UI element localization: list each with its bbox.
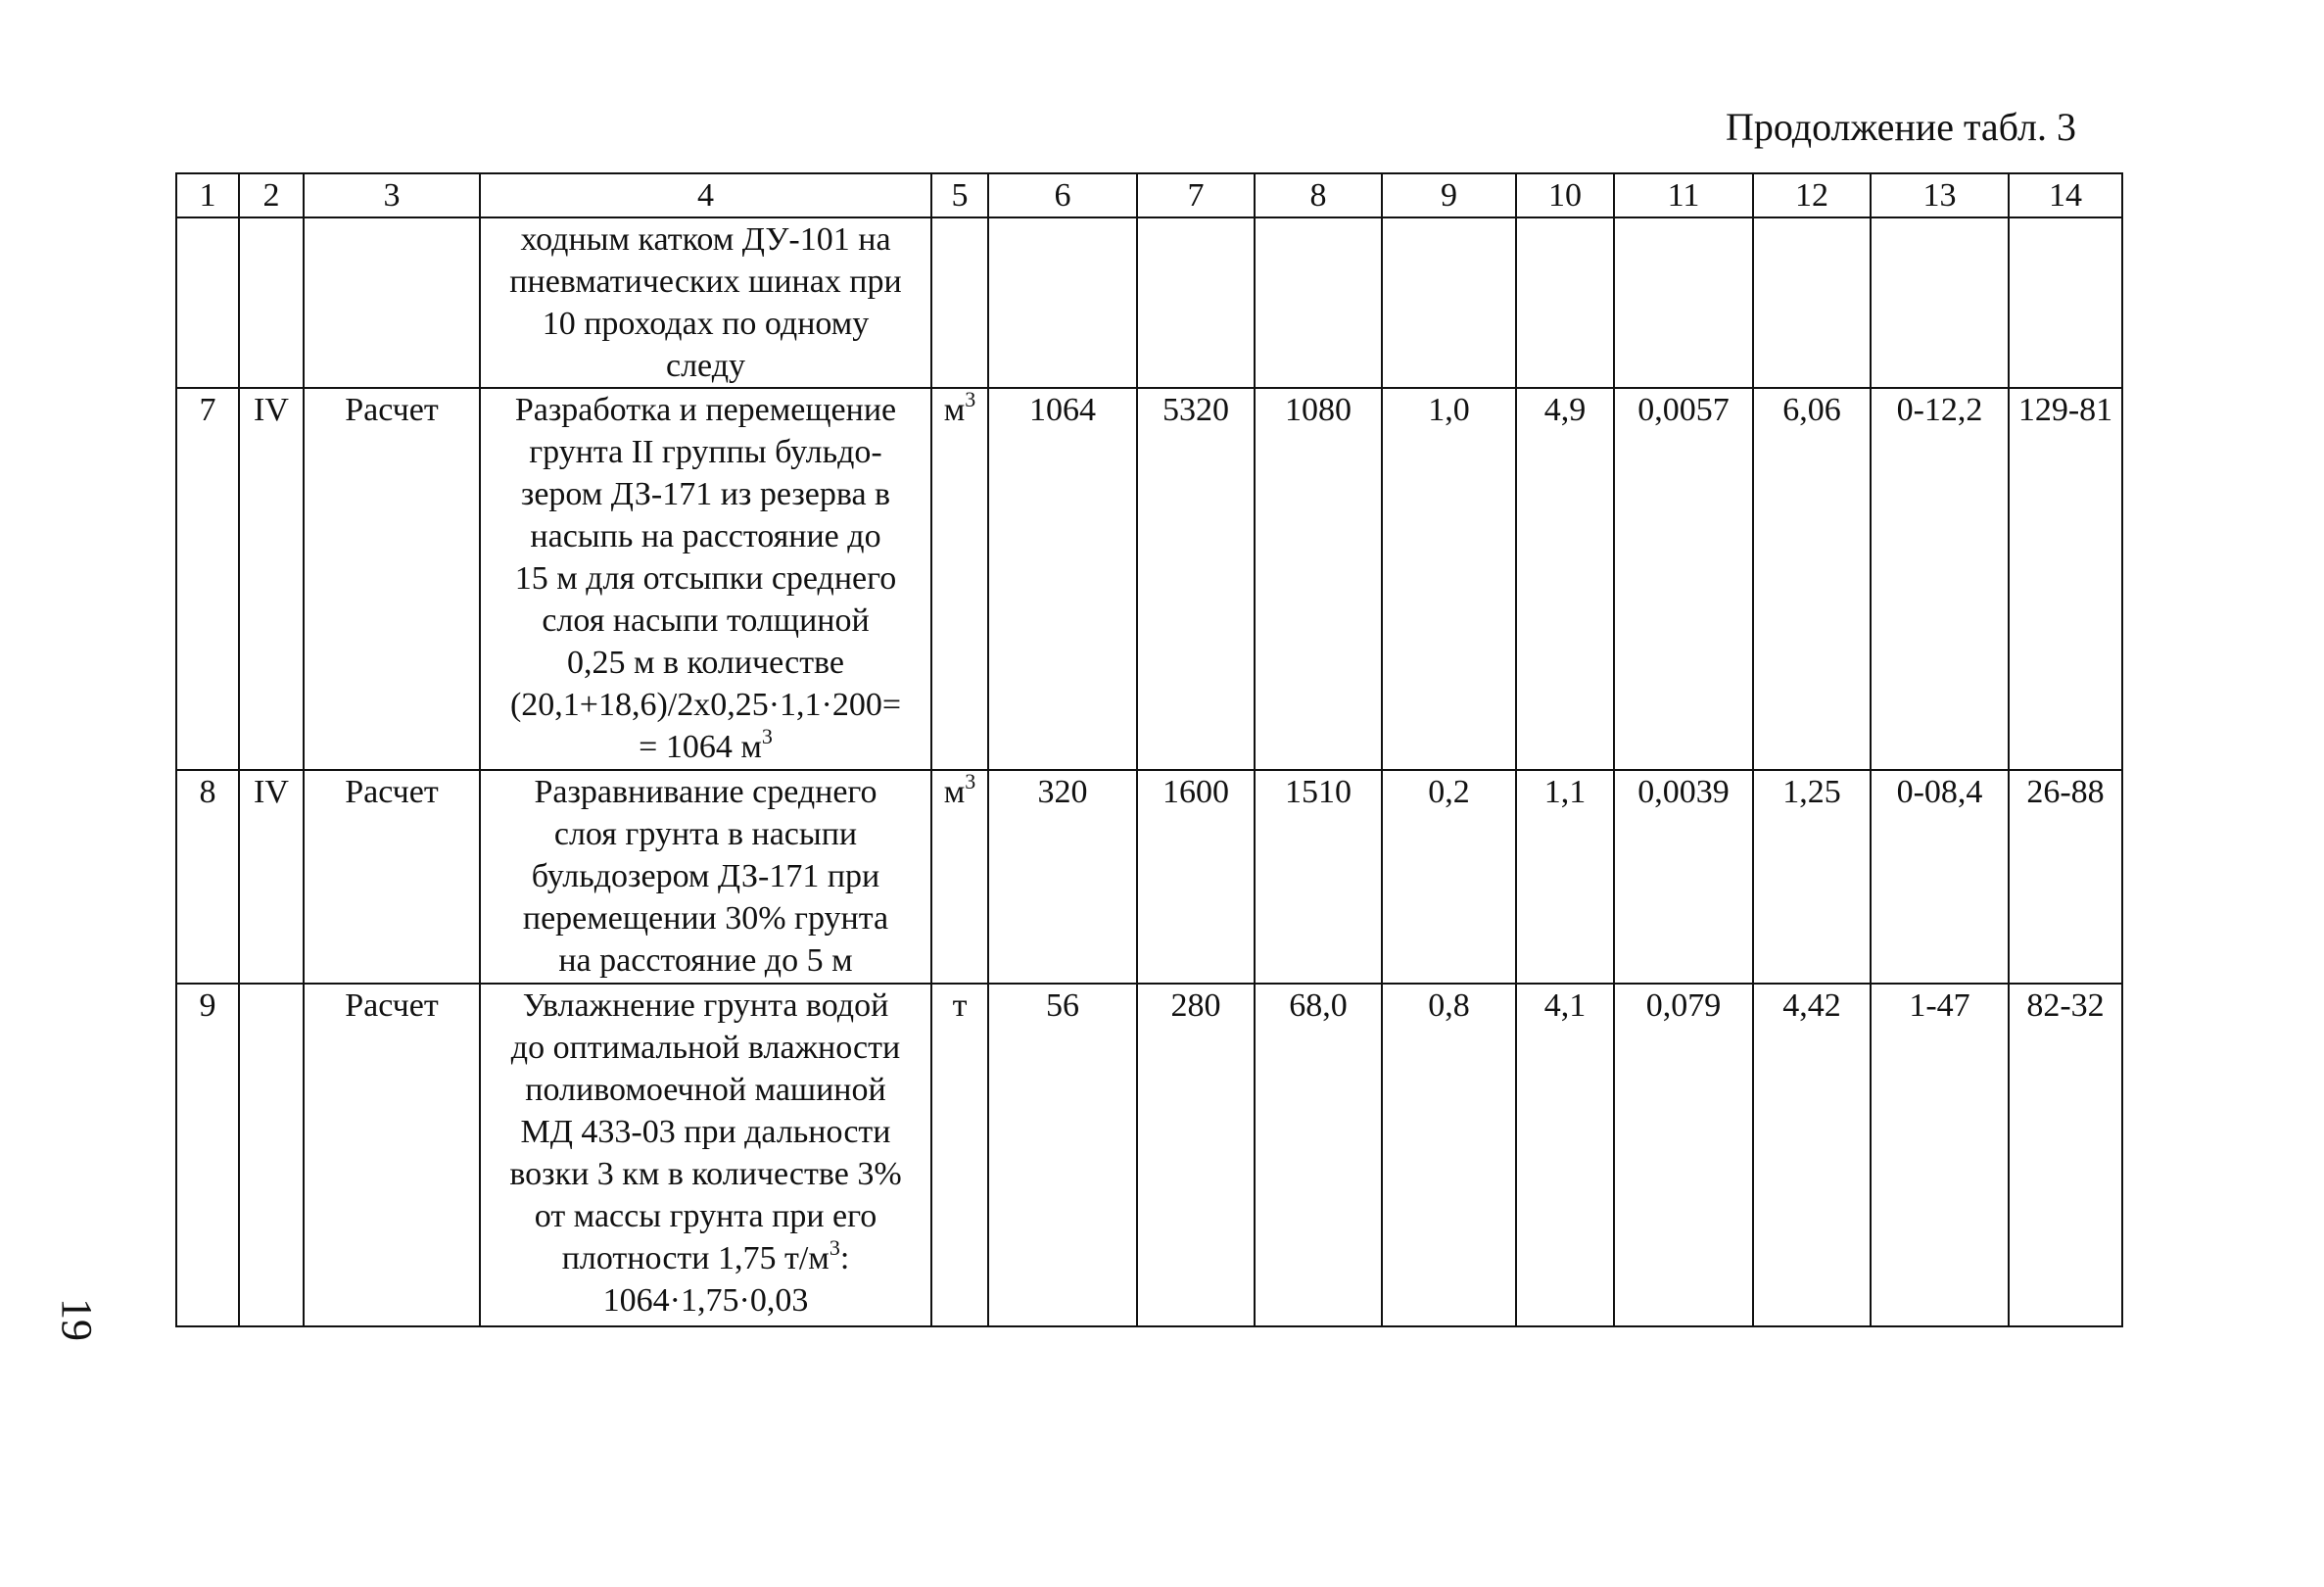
cell-col10 (1516, 217, 1614, 388)
cell-description (480, 388, 931, 770)
cell-unit (931, 770, 988, 984)
cell-col10: 1,1 (1516, 770, 1614, 984)
cell-col13: 0-12,2 (1871, 388, 2009, 770)
cell-col9 (1382, 217, 1516, 388)
description-line (484, 1237, 927, 1279)
description-text: = 1064 м (639, 729, 762, 765)
description-line: от массы грунта при его (534, 1198, 877, 1234)
description-line: Увлажнение грунта водой (522, 987, 889, 1024)
cell-col11: 0,0057 (1614, 388, 1753, 770)
description-line (484, 726, 927, 768)
cell-col7: 5320 (1137, 388, 1255, 770)
table-row (176, 984, 2122, 1326)
cell-col14 (2009, 217, 2122, 388)
cell-col11: 0,079 (1614, 984, 1753, 1326)
table-row (176, 217, 2122, 388)
cell-col12: 4,42 (1753, 984, 1871, 1326)
header-cell: 10 (1516, 173, 1614, 217)
cell-col8: 1080 (1255, 388, 1382, 770)
cell-basis: Расчет (304, 388, 480, 770)
header-cell: 6 (988, 173, 1137, 217)
header-cell: 8 (1255, 173, 1382, 217)
superscript: 3 (761, 724, 773, 748)
header-cell: 3 (304, 173, 480, 217)
cell-number: 8 (176, 770, 239, 984)
description-line: на расстояние до 5 м (558, 942, 853, 979)
cell-col6: 320 (988, 770, 1137, 984)
cell-unit (931, 217, 988, 388)
cell-col7 (1137, 217, 1255, 388)
unit-text: м (943, 392, 966, 428)
cell-col8: 68,0 (1255, 984, 1382, 1326)
cell-col12: 6,06 (1753, 388, 1871, 770)
description-line: ходным катком ДУ-101 на (520, 221, 891, 258)
cell-col11: 0,0039 (1614, 770, 1753, 984)
cell-col6: 56 (988, 984, 1137, 1326)
cell-description (480, 770, 931, 984)
cell-description (480, 217, 931, 388)
header-cell: 5 (931, 173, 988, 217)
cell-unit (931, 388, 988, 770)
cell-category: IV (239, 388, 304, 770)
cell-col8 (1255, 217, 1382, 388)
page-number: 19 (53, 1298, 101, 1341)
cell-col7: 280 (1137, 984, 1255, 1326)
cell-col11 (1614, 217, 1753, 388)
cell-col8: 1510 (1255, 770, 1382, 984)
description-line: зером ДЗ-171 из резерва в (520, 476, 891, 512)
description-line: поливомоечной машиной (525, 1072, 886, 1108)
cell-col13 (1871, 217, 2009, 388)
description-line: грунта II группы бульдо- (529, 434, 882, 470)
cell-basis: Расчет (304, 770, 480, 984)
description-text: : (839, 1240, 850, 1276)
description-line: слоя грунта в насыпи (553, 816, 858, 852)
description-text: плотности 1,75 т/м (561, 1240, 830, 1276)
table-header-row (176, 173, 2122, 217)
superscript: 3 (829, 1235, 840, 1260)
cell-col14: 129-81 (2009, 388, 2122, 770)
description-line: 15 м для отсыпки среднего (514, 560, 897, 597)
table-continuation-label: Продолжение табл. 3 (1726, 105, 2076, 149)
table-row (176, 770, 2122, 984)
cell-col9: 0,8 (1382, 984, 1516, 1326)
header-cell: 1 (176, 173, 239, 217)
header-cell: 9 (1382, 173, 1516, 217)
cell-col13: 0-08,4 (1871, 770, 2009, 984)
header-cell: 7 (1137, 173, 1255, 217)
description-line: бульдозером ДЗ-171 при (531, 858, 880, 894)
header-cell: 13 (1871, 173, 2009, 217)
header-cell: 12 (1753, 173, 1871, 217)
description-line: Разработка и перемещение (514, 392, 897, 428)
cell-number: 9 (176, 984, 239, 1326)
cell-col9: 1,0 (1382, 388, 1516, 770)
cell-col12 (1753, 217, 1871, 388)
cell-unit: т (931, 984, 988, 1326)
description-line: 1064·1,75·0,03 (602, 1282, 809, 1319)
cell-col14: 26-88 (2009, 770, 2122, 984)
superscript: 3 (965, 769, 976, 794)
cell-col6 (988, 217, 1137, 388)
description-line: МД 433-03 при дальности (520, 1114, 891, 1150)
description-line: насыпь на расстояние до (530, 518, 881, 554)
cell-description (480, 984, 931, 1326)
cell-basis (304, 217, 480, 388)
cell-number: 7 (176, 388, 239, 770)
cell-basis: Расчет (304, 984, 480, 1326)
cell-col9: 0,2 (1382, 770, 1516, 984)
superscript: 3 (965, 387, 976, 411)
cell-col13: 1-47 (1871, 984, 2009, 1326)
description-line: до оптимальной влажности (510, 1030, 901, 1066)
cell-category (239, 217, 304, 388)
description-line: пневматических шинах при (509, 264, 902, 300)
description-line: 10 проходах по одному (542, 306, 870, 342)
header-cell: 14 (2009, 173, 2122, 217)
header-cell: 2 (239, 173, 304, 217)
table-row (176, 388, 2122, 770)
description-line: (20,1+18,6)/2х0,25·1,1·200= (509, 687, 902, 723)
cell-col14: 82-32 (2009, 984, 2122, 1326)
description-line: Разравнивание среднего (534, 774, 877, 810)
cell-number (176, 217, 239, 388)
header-cell: 4 (480, 173, 931, 217)
description-line: перемещении 30% грунта (522, 900, 889, 937)
description-line: 0,25 м в количестве (566, 645, 844, 681)
cell-category: IV (239, 770, 304, 984)
unit-text: м (943, 774, 966, 810)
cell-col7: 1600 (1137, 770, 1255, 984)
cell-col10: 4,9 (1516, 388, 1614, 770)
works-table (175, 172, 2123, 1327)
header-cell: 11 (1614, 173, 1753, 217)
cell-col12: 1,25 (1753, 770, 1871, 984)
description-line: слоя насыпи толщиной (542, 602, 870, 639)
description-line: возки 3 км в количестве 3% (509, 1156, 902, 1192)
cell-category (239, 984, 304, 1326)
description-line: следу (666, 348, 745, 384)
cell-col6: 1064 (988, 388, 1137, 770)
cell-col10: 4,1 (1516, 984, 1614, 1326)
